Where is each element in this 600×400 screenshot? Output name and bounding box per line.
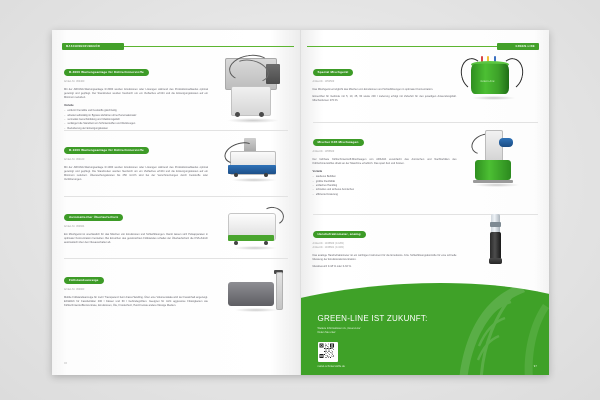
product-image-handheld-refractometer — [473, 212, 519, 270]
section-k35 — [313, 130, 463, 197]
section-special-mischgeraet — [313, 60, 463, 106]
section-body-k35 — [313, 158, 457, 166]
green-line-promo-panel — [301, 280, 550, 375]
benefits-label-r3000: Vorteile — [64, 104, 74, 108]
benefits-label-k35: Vorteile — [312, 170, 323, 174]
section-title-level-indicator: Füllstandsanzeige — [64, 277, 104, 283]
promo-url[interactable]: rastel-schmierstoffe.de — [317, 365, 346, 368]
right-running-head-label: GREEN-LINE — [515, 45, 535, 48]
list-item: – vermeidet Geruchsbildung und Infektionsgefahr — [64, 118, 214, 122]
paragraph: Messbereich 0-18 % oder 0-32 %. — [312, 264, 352, 268]
list-item: – entfernt Fremdöle und Feststoffe gleichzeitig — [64, 109, 214, 113]
section-divider — [64, 258, 288, 259]
section-body-refractometer — [313, 254, 457, 269]
section-divider — [64, 130, 288, 131]
section-body-r1000 — [64, 166, 208, 183]
paragraph: Der fahrbare Kühlschmierstoff-Mischwagen von ARKAVA vereinfacht das Anmischen und Nachbefüllen des Kühlschmierstoffes direkt an der Maschine erheblich. Das spart Zeit und Kosten. — [312, 158, 457, 166]
right-running-band — [307, 43, 540, 50]
left-page-number: 96 — [64, 362, 68, 365]
paragraph: Ein Mischgerät ist unerlässlich für das Mischen von Emulsionen und Schleiflösungen. Damit lassen sich Pulsapparaten in optimaler Konzentration herstellen. Bei Erreichen des gewünschten Füllstandes schaltet der Überlaufschutz die KSS-Zufuhr automatisch über den Niveauschalter ab. — [64, 233, 208, 245]
section-title-overflow-protection: Automatischer Überlaufschutz — [64, 214, 123, 220]
article-number-refractometer: Artikel-Nr. 1345600 (0-18%) — [312, 243, 345, 245]
product-image-maintenance-unit-r1000 — [220, 135, 288, 183]
paragraph: Mit der ARKAVA-Wartungsanlage R-3000 werden Emulsionen oder Lösungen während des Produktionsablaufes optimal gereinigt und gepflegt. Der Standzeiten werden hierdurch um ein Vielfaches erhöht und die Entsorgungskosten auf ein Minimum reduziert. — [64, 88, 208, 100]
section-level-indicator — [64, 268, 214, 311]
section-refractometer — [313, 222, 463, 272]
section-title-special-mischgeraet: Special Mischgerät — [313, 69, 354, 75]
article-number-r3000: Artikel-Nr. 364400 — [64, 81, 85, 83]
right-page — [301, 30, 550, 375]
product-image-level-indicator-gauge — [224, 270, 288, 314]
brochure-spread — [52, 30, 549, 375]
left-page — [52, 30, 301, 375]
section-divider — [313, 122, 538, 123]
promo-subtitle — [318, 327, 362, 335]
section-divider — [64, 196, 288, 197]
paragraph: Das analoge Handrefraktometer ist ein wichtiges Instrument für die Emulsions- bzw. Schleiflösungskontrolle für eine schnelle Messung der Emulsionskonzentration. — [312, 253, 457, 261]
paragraph: Mit der ARKAVA-Wartungsanlage R-1000 werden Emulsionen oder Lösungen während des Produktionsablaufes optimal gereinigt und gepflegt. Die Standzeiten werden hierdurch um ein Vielfaches erhöht und die Entsorgungskosten auf ein Minimum reduziert. Überwachungskosten bis 250 mm³/h sind bei der Verschmutzungen durch Feststoffe oder Verölzierungen. — [64, 166, 208, 182]
promo-subtitle-line1: Weitere Informationen zu „Green-Line“ — [317, 327, 362, 330]
list-item: – sauberes Befüllen — [313, 175, 463, 179]
paragraph: Einsetzbar für Gebinde mit 5, 10, 25, 60 sowie 200 l Lieferung erfolgt mit Zubehör für den jeweiligen Anwendungsfall. Mischvolumen 270 l/h. — [312, 95, 457, 103]
right-page-number: 97 — [533, 365, 537, 368]
list-item: – verlängert die Standzeit von Schmierstoffen und Werkzeugen — [64, 122, 214, 126]
article-number-r1000: Artikel-Nr. 364100 — [64, 159, 85, 161]
section-title-refractometer: Handrefraktometer, analog — [313, 231, 366, 237]
promo-title: GREEN-LINE IST ZUKUNFT: — [317, 314, 428, 323]
list-item: – Reduzierung der Entsorgungskosten — [64, 127, 214, 131]
section-r3000 — [64, 60, 214, 131]
article-number-level-indicator: Artikel-Nr. 364903 — [64, 289, 85, 291]
benefits-list-k35 — [313, 175, 463, 197]
section-title-r1000: R-1000 Wartungsanlage für Kühlschmierstoffe — [64, 147, 149, 153]
paragraph: Das Mischgerät ermöglicht das Mischen von Emulsionen und Schleiflösungen in optimaler Konzentration. — [312, 88, 434, 92]
section-overflow-protection — [64, 205, 214, 248]
section-r1000 — [64, 138, 214, 186]
list-item: – effiziente Dosierung — [313, 193, 463, 197]
promo-subtitle-line2: finden Sie unter: — [317, 331, 337, 335]
article-number-special-mischgeraet: Artikel-Nr. 1352500 — [312, 81, 335, 83]
article-number-k35: Artikel-Nr. 1355600 — [312, 151, 335, 153]
section-body-level-indicator — [64, 296, 208, 308]
leaf-watermark-icon — [425, 284, 549, 375]
section-body-r3000 — [64, 88, 208, 100]
list-item: – arbeitet selbsttätig im Bypass-Verfahren ohne Personaleinsatz — [64, 114, 214, 118]
left-running-head-label: MASCHINENZUBEHÖR — [66, 45, 101, 48]
section-title-r3000: R-3000 Wartungsanlage für Kühlschmierstoffe — [64, 69, 149, 75]
list-item: – größte Flexibilität — [313, 180, 463, 184]
product-image-maintenance-unit-r3000 — [217, 52, 289, 122]
product-image-k35-mixing-trolley — [465, 126, 529, 188]
product-image-overflow-protection-tank — [222, 205, 288, 249]
section-body-overflow-protection — [64, 233, 208, 245]
list-item: – einfaches Handling — [313, 184, 463, 188]
benefits-list-r3000 — [64, 109, 214, 131]
section-body-special-mischgeraet — [313, 88, 457, 103]
left-running-band — [62, 43, 294, 50]
article-number-overflow-protection: Artikel-Nr. 364604 — [64, 226, 85, 228]
qr-code-icon[interactable] — [318, 342, 338, 362]
section-title-k35: Mischer K35 Mischwagen — [313, 139, 364, 145]
article-number-refractometer-2: Artikel-Nr. 1345601 (0-32%) — [312, 246, 345, 249]
left-running-head-tab — [62, 43, 124, 50]
list-item: – schnelles und sicheres Anmischen — [313, 188, 463, 192]
right-running-head-tab — [497, 43, 539, 50]
barrel-logo-text: Green-line — [480, 80, 495, 83]
paragraph: Mobile Füllstandsanzeige für mehr Transparenz beim Fass-Handling. Über eine Volumenskala wird der Fassinhalt angezeigt. Erhältlich für Fassbehälter 200 l Fässer und 60 l Gebindegrößen. Geeignet für nicht aggressive Flüssigkeiten wie Kühlschmierstoffkonzentrate, Emulsionen, Öle, Frostschutz, Heizöl sowie andere flüssige Medien. — [64, 296, 208, 308]
product-image-green-barrel-mixer — [459, 52, 529, 108]
